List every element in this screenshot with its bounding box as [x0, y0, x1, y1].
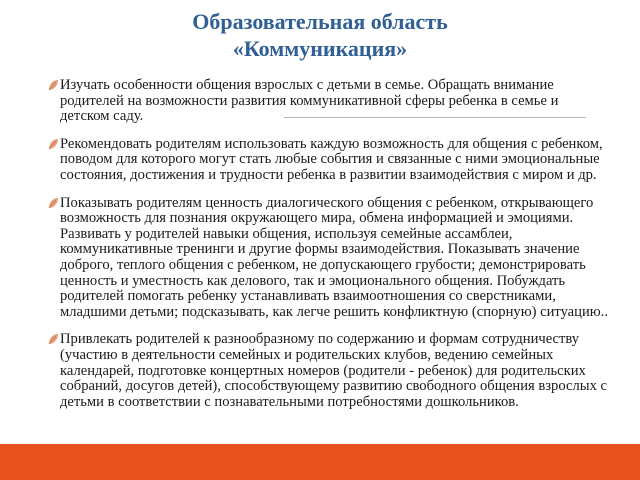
title-line-2: «Коммуникация»	[232, 36, 408, 61]
bullet-text: Изучать особенности общения взрослых с детьми в семье. Обращать внимание родителей на возможности развития коммуникативной сферы ребенка в семье и детском саду.	[60, 77, 559, 125]
leaf-bullet-icon	[48, 79, 59, 91]
leaf-bullet-icon	[48, 197, 59, 209]
bullet-list	[48, 78, 610, 422]
bullet-item	[48, 332, 610, 410]
leaf-bullet-icon	[48, 138, 59, 150]
bullet-text: Привлекать родителей к разнообразному по содержанию и формам сотрудничеству (участию в деятельности семейных и родительских клубов, ведению семейных календарей, подготовке концертных номеров (родители - ребенок) для родительских собраний, досугов детей), способствующему развитию свободного общения взрослых с детьми в соответствии с познавательными потребностями дошкольников.	[60, 331, 608, 410]
slide-title	[0, 8, 640, 62]
bullet-text: Рекомендовать родителям использовать каждую возможность для общения с ребенком, поводом для которого могут стать любые события и связанные с ними эмоциональные состояния, достижения и трудности ребенка в развитии взаимодействия с миром и др.	[60, 135, 603, 183]
leaf-bullet-icon	[48, 333, 59, 345]
bullet-item	[48, 196, 610, 321]
bullet-item	[48, 78, 610, 125]
title-line-1: Образовательная область	[192, 9, 448, 34]
bullet-text: Показывать родителям ценность диалогического общения с ребенком, открывающего возможность для познания окружающего мира, обмена информацией и эмоциями. Развивать у родителей навыки общения, используя семейные ассамблеи, коммуникативные тренинги и другие формы взаимодействия. Показывать значение доброго, теплого общения с ребенком, не допускающего грубости; демонстрировать ценность и уместность как делового, так и эмоционального общения. Побуждать родителей помогать ребенку устанавливать взаимоотношения со сверстниками, младшими детьми; подсказывать, как легче решить конфликтную (спорную) ситуацию..	[60, 194, 608, 320]
bullet-item	[48, 137, 610, 184]
footer-bar	[0, 444, 640, 480]
